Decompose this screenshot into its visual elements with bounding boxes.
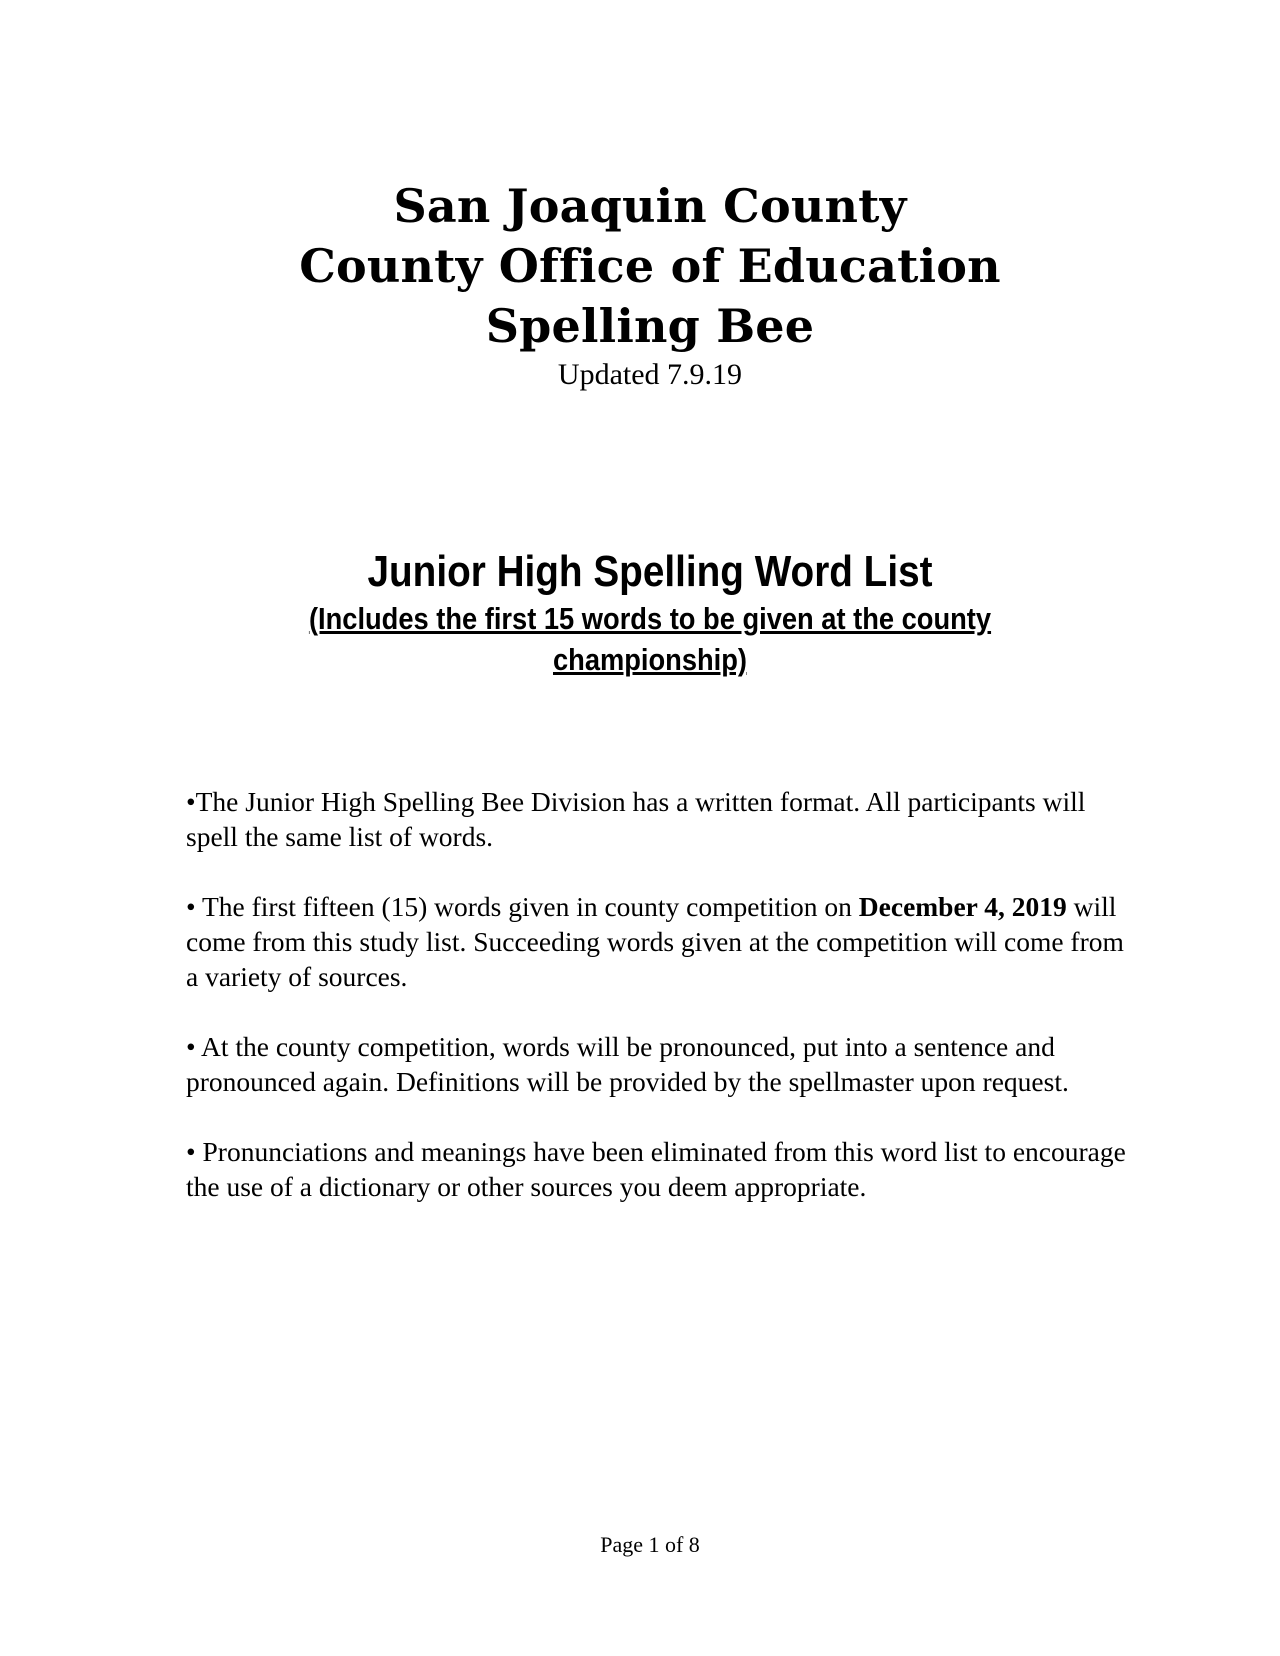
word-list-heading: [78, 546, 1222, 680]
instruction-bullet-2: [186, 889, 1126, 994]
header-title-line-3: Spelling Bee: [485, 299, 815, 353]
competition-date: December 4, 2019: [858, 891, 1067, 922]
instruction-bullet-4: • Pronunciations and meanings have been eliminated from this word list to encourage the use of a dictionary or other sources you deem appropriate.: [186, 1136, 1126, 1202]
header-title-line-2: County Office of Education: [299, 239, 1001, 293]
word-list-subtitle: (Includes the first 15 words to be given at the county championship): [308, 601, 992, 677]
header-title-line-1: San Joaquin County: [393, 179, 907, 233]
bullet-2-prefix: • The first fifteen (15) words given in county competition on: [186, 891, 859, 922]
word-list-title: Junior High Spelling Word List: [367, 547, 933, 596]
instruction-bullet-1: •The Junior High Spelling Bee Division has a written format. All participants will spell the same list of words.: [186, 786, 1086, 852]
instructions-list: [186, 784, 1126, 1239]
bullet-2-suffix: will come from this study list. Succeeding words given at the competition will come from a variety of sources.: [186, 891, 1124, 992]
instruction-bullet-3: • At the county competition, words will be pronounced, put into a sentence and pronounced again. Definitions will be provided by the spellmaster upon request.: [186, 1031, 1069, 1097]
document-header: [0, 176, 1280, 394]
page-number: Page 1 of 8: [600, 1532, 700, 1557]
updated-date: Updated 7.9.19: [557, 358, 743, 391]
